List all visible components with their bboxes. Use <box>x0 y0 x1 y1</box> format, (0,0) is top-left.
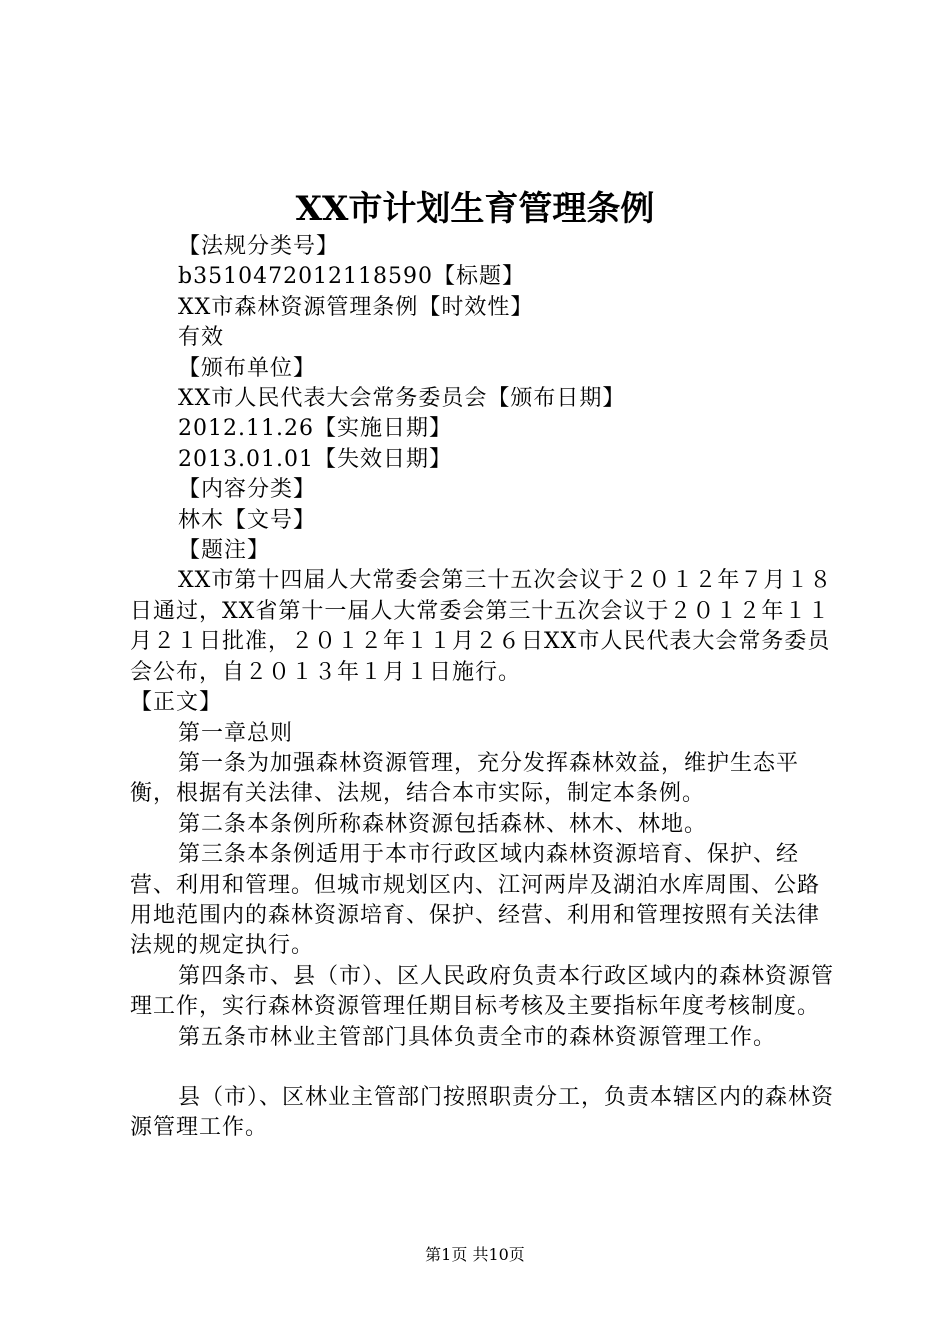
meta-line-title: XX市森林资源管理条例【时效性】 <box>178 294 534 320</box>
article-5: 第五条市林业主管部门具体负责全市的森林资源管理工作。 <box>178 1024 777 1050</box>
article-3: 第三条本条例适用于本市行政区域内森林资源培育、保护、经营、利用和管理。但城市规划区内、江河两岸及湖泊水库周围、公路用地范围内的森林资源培育、保护、经营、利用和管理按照有关法律法规的规定执行。 <box>130 842 821 959</box>
document-title: XX市计划生育管理条例 <box>295 189 655 229</box>
meta-line-issuer-label: 【颁布单位】 <box>178 355 317 381</box>
trailing-paragraph: 县（市）、区林业主管部门按照职责分工，负责本辖区内的森林资源管理工作。 <box>130 1084 835 1141</box>
meta-line-doc-number: 林木【文号】 <box>178 507 317 533</box>
meta-line-code: b3510472012118590【标题】 <box>178 264 526 290</box>
body-heading: 【正文】 <box>130 690 223 716</box>
meta-line-note-label: 【题注】 <box>178 538 271 564</box>
meta-line-effective-date: 2013.01.01【失效日期】 <box>178 446 452 472</box>
article-1: 第一条为加强森林资源管理，充分发挥森林效益，维护生态平衡，根据有关法律、法规，结合本市实际，制定本条例。 <box>130 750 800 807</box>
article-2: 第二条本条例所称森林资源包括森林、林木、林地。 <box>178 811 708 837</box>
meta-line-content-category: 【内容分类】 <box>178 477 317 503</box>
meta-line-validity: 有效 <box>178 325 225 351</box>
page-indicator: 第1页 共10页 <box>425 1245 525 1264</box>
meta-line-issuer: XX市人民代表大会常务委员会【颁布日期】 <box>178 386 626 412</box>
meta-line-issue-date: 2012.11.26【实施日期】 <box>178 416 452 442</box>
meta-line-classification: 【法规分类号】 <box>178 234 340 259</box>
paragraph-gap <box>130 1053 840 1083</box>
article-4: 第四条市、县（市）、区人民政府负责本行政区域内的森林资源管理工作，实行森林资源管理任期目标考核及主要指标年度考核制度。 <box>130 963 835 1020</box>
document-body <box>130 232 840 1144</box>
note-paragraph: XX市第十四届人大常委会第三十五次会议于２０１２年７月１８日通过，XX省第十一届人大常委会第三十五次会议于２０１２年１１月２１日批准，２０１２年１１月２６日XX市人民代表大会常务委员会公布，自２０１３年１月１日施行。 <box>130 568 833 685</box>
chapter-title: 第一章总则 <box>178 720 294 746</box>
